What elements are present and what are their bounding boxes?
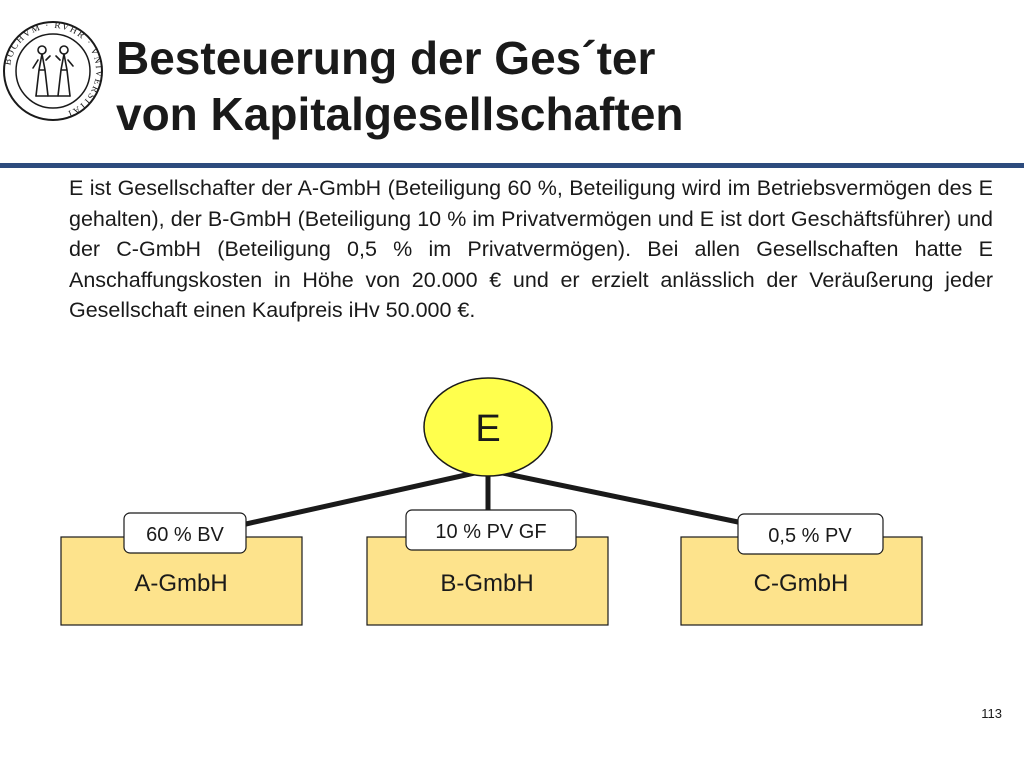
company-label-c: C-GmbH bbox=[753, 570, 849, 597]
company-label-a: A-GmbH bbox=[134, 570, 228, 597]
stake-label-c: 0,5 % PV bbox=[768, 525, 852, 547]
case-description: E ist Gesellschafter der A-GmbH (Beteiligung 60 %, Beteiligung wird im Betriebsvermögen des E gehalten), der B-GmbH (Beteiligung 10 % im Privatvermögen und E ist dort Geschäftsführer) und der C-GmbH (Beteiligung 0,5 % im Privatvermögen). Bei allen Gesellschaften hatte E Anschaffungskosten in Höhe von 20.000 € und er erzielt anlässlich der Veräußerung jeder Gesellschaft einen Kaufpreis iHv 50.000 €. bbox=[69, 176, 993, 323]
page-number: 113 bbox=[981, 706, 1002, 721]
shareholder-label: E bbox=[475, 408, 501, 450]
company-label-b: B-GmbH bbox=[440, 570, 534, 597]
title-line-1: Besteuerung der Ges´ter bbox=[116, 32, 656, 84]
title-line-2: von Kapitalgesellschaften bbox=[116, 88, 684, 140]
stake-label-a: 60 % BV bbox=[146, 524, 224, 546]
svg-text:BOCHVM · RVHR · VNIVERSITAT: BOCHVM · RVHR · VNIVERSITAT bbox=[3, 20, 104, 119]
stake-label-b: 10 % PV GF bbox=[435, 521, 547, 543]
